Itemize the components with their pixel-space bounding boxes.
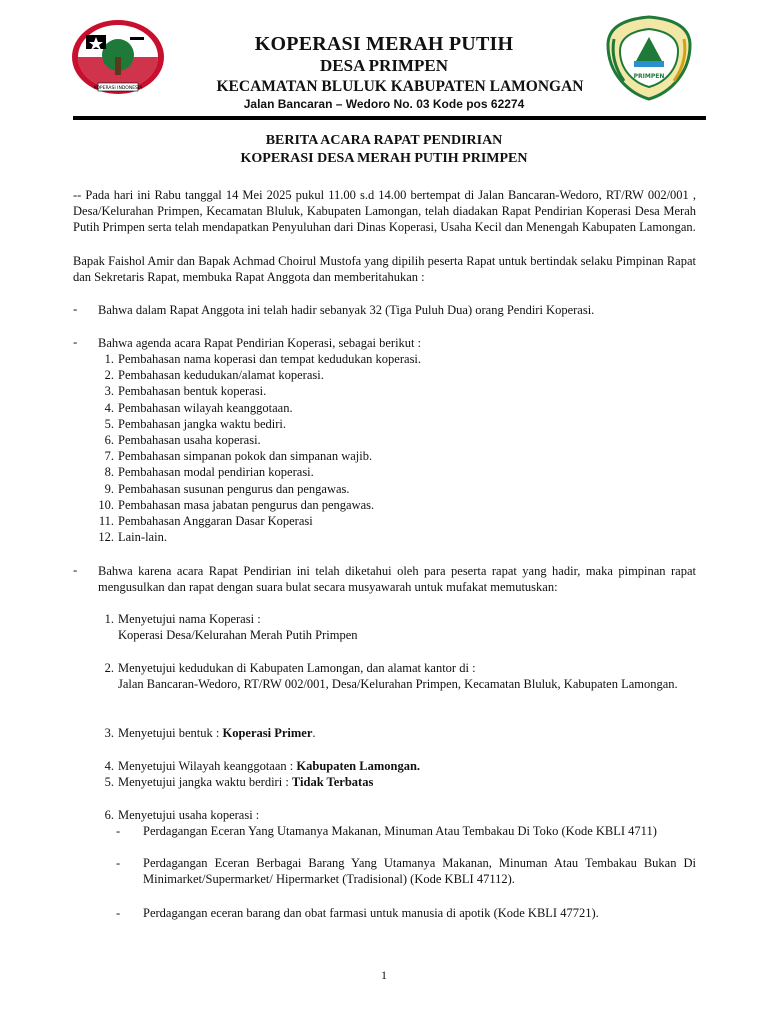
decision-number: 2.: [104, 661, 114, 675]
agenda-item: Pembahasan nama koperasi dan tempat kedudukan koperasi.: [118, 352, 422, 366]
agenda-number: 11.: [98, 514, 114, 528]
agenda-number: 12.: [98, 530, 114, 544]
bullet-decision-intro: Bahwa karena acara Rapat Pendirian ini telah diketahui oleh para peserta rapat yang hadir, maka pimpinan rapat mengusulkan dan rapat dengan suara bulat secara musyawarah untuk mufakat memutuskan:: [98, 564, 696, 594]
address-line: Jalan Bancaran – Wedoro No. 03 Kode pos 62274: [243, 97, 525, 111]
agenda-number: 3.: [104, 384, 114, 398]
bullet-dash: -: [73, 562, 78, 577]
doc-title-line1: BERITA ACARA RAPAT PENDIRIAN: [265, 133, 503, 148]
agenda-item: Pembahasan bentuk koperasi.: [118, 384, 267, 398]
agenda-item: Pembahasan modal pendirian koperasi.: [118, 465, 314, 479]
intro-paragraph-2: Bapak Faishol Amir dan Bapak Achmad Choirul Mustofa yang dipilih peserta Rapat untuk bertindak selaku Pimpinan Rapat dan Sekretaris Rapat, membuka Rapat Anggota dan memberitahukan :: [73, 254, 696, 284]
sub-dash: -: [116, 824, 121, 838]
decision-region: Menyetujui Wilayah keanggotaan : Kabupaten Lamongan.: [118, 759, 421, 773]
sub-dash: -: [116, 856, 121, 870]
agenda-number: 6.: [104, 433, 114, 447]
agenda-number: 7.: [104, 449, 114, 463]
bullet-dash: -: [73, 301, 78, 316]
agenda-item: Pembahasan wilayah keanggotaan.: [118, 401, 293, 415]
agenda-item: Pembahasan masa jabatan pengurus dan pengawas.: [118, 498, 375, 512]
sub-dash: -: [116, 906, 121, 920]
decision-business: Menyetujui usaha koperasi :: [118, 808, 260, 822]
kecamatan-name: KECAMATAN BLULUK KABUPATEN LAMONGAN: [216, 78, 584, 95]
decision-duration: Menyetujui jangka waktu berdiri : Tidak Terbatas: [118, 775, 374, 789]
org-name: KOPERASI MERAH PUTIH: [254, 33, 514, 55]
decision-address: Menyetujui kedudukan di Kabupaten Lamongan, dan alamat kantor di :: [118, 661, 476, 675]
agenda-number: 9.: [104, 482, 114, 496]
decision-number: 6.: [104, 808, 114, 822]
decision-name-value: Koperasi Desa/Kelurahan Merah Putih Primpen: [118, 628, 358, 642]
decision-number: 3.: [104, 726, 114, 740]
desa-name: DESA PRIMPEN: [320, 56, 448, 75]
agenda-number: 5.: [104, 417, 114, 431]
bullet-agenda-intro: Bahwa agenda acara Rapat Pendirian Koperasi, sebagai berikut :: [98, 336, 422, 350]
agenda-item: Pembahasan jangka waktu bediri.: [118, 417, 287, 431]
decision-form: Menyetujui bentuk : Koperasi Primer.: [118, 726, 316, 740]
agenda-number: 10.: [98, 498, 114, 512]
decision-number: 1.: [104, 612, 114, 626]
bullet-dash: -: [73, 334, 78, 349]
agenda-item: Lain-lain.: [118, 530, 167, 544]
business-item: Perdagangan Eceran Yang Utamanya Makanan, Minuman Atau Tembakau Di Toko (Kode KBLI 4711): [143, 824, 657, 838]
right-logo-text: PRIMPEN: [633, 73, 665, 80]
agenda-item: Pembahasan usaha koperasi.: [118, 433, 261, 447]
decision-address-value: Jalan Bancaran-Wedoro, RT/RW 002/001, Desa/Kelurahan Primpen, Kecamatan Bluluk, Kabupaten Lamongan.: [118, 677, 678, 691]
agenda-number: 4.: [104, 401, 114, 415]
decision-number: 5.: [104, 775, 114, 789]
agenda-number: 1.: [104, 352, 114, 366]
doc-title-line2: KOPERASI DESA MERAH PUTIH PRIMPEN: [240, 151, 528, 166]
agenda-item: Pembahasan Anggaran Dasar Koperasi: [118, 514, 313, 528]
agenda-item: Pembahasan susunan pengurus dan pengawas.: [118, 482, 350, 496]
intro-paragraph: -- Pada hari ini Rabu tanggal 14 Mei 2025 pukul 11.00 s.d 14.00 bertempat di Jalan Bancaran-Wedoro, RT/RW 002/001 , Desa/Kelurahan Primpen, Kecamatan Bluluk, Kabupaten Lamongan, telah diadakan Rapat Pendirian Koperasi Desa Merah Putih Primpen serta telah mendapatkan Penyuluhan dari Dinas Koperasi, Usaha Kecil dan Menengah Kabupaten Lamongan.: [73, 188, 696, 234]
decision-number: 4.: [104, 759, 114, 773]
agenda-number: 2.: [104, 368, 114, 382]
agenda-item: Pembahasan kedudukan/alamat koperasi.: [118, 368, 324, 382]
decision-name: Menyetujui nama Koperasi :: [118, 612, 261, 626]
header-divider: [73, 116, 706, 120]
bullet-attendance: Bahwa dalam Rapat Anggota ini telah hadir sebanyak 32 (Tiga Puluh Dua) orang Pendiri Koperasi.: [98, 303, 595, 317]
left-logo-text: KOPERASI INDONESIA: [93, 86, 143, 91]
agenda-number: 8.: [104, 465, 114, 479]
business-item: Perdagangan eceran barang dan obat farmasi untuk manusia di apotik (Kode KBLI 47721).: [143, 906, 599, 920]
page-number: 1: [381, 968, 387, 982]
business-item: Perdagangan Eceran Berbagai Barang Yang Utamanya Makanan, Minuman Atau Tembakau Bukan Di Minimarket/Supermarket/ Hipermarket (Tradisional) (Kode KBLI 47112).: [143, 856, 696, 886]
agenda-item: Pembahasan simpanan pokok dan simpanan wajib.: [118, 449, 373, 463]
